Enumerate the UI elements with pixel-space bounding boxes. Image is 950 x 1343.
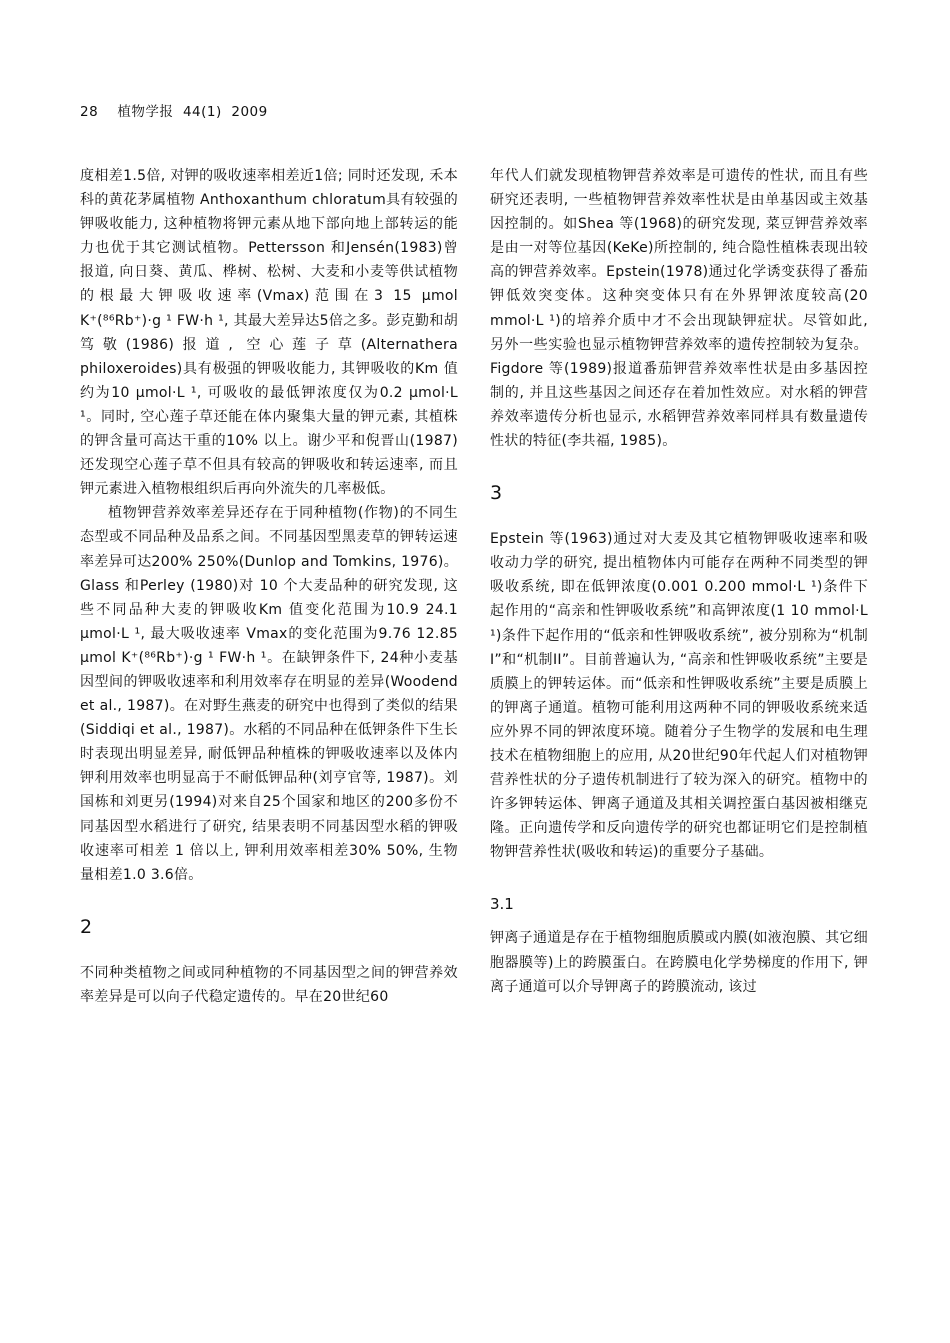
journal-issue: 44(1) bbox=[182, 104, 222, 120]
left-paragraph-3: 不同种类植物之间或同种植物的不同基因型之间的钾营养效率差异是可以向子代稳定遗传的。早在20世纪60 bbox=[80, 964, 458, 1005]
left-column bbox=[80, 164, 458, 1009]
section-3-heading: 3 bbox=[490, 482, 503, 505]
section-2-heading: 2 bbox=[80, 915, 93, 938]
right-paragraph-1: 年代人们就发现植物钾营养效率是可遗传的性状, 而且有些研究还表明, 一些植物钾营养效率性状是由单基因或主效基因控制的。如Shea 等(1968)的研究发现, 菜豆钾营养效率是由一对等位基因(KeKe)所控制的, 纯合隐性植株表现出较高的钾营养效率。Epstein(1978)通过化学诱变获得了番茄钾低效突变体。这种突变体只有在外界钾浓度较高(20 mmol·L ¹)的培养介质中才不会出现缺钾症状。尽管如此, 另外一些实验也显示植物钾营养效率的遗传控制较为复杂。Figdore 等(1989)报道番茄钾营养效率性状是由多基因控制的, 并且这些基因之间还存在着加性效应。对水稻的钾营养效率遗传分析也显示, 水稻钾营养效率同样具有数量遗传性状的特征(李共福, 1985)。 bbox=[490, 168, 868, 450]
left-paragraph-1: 度相差1.5倍, 对钾的吸收速率相差近1倍; 同时还发现, 禾本科的黄花茅属植物 Anthoxanthum chloratum具有较强的钾吸收能力, 这种植物将钾元素从地下部向地上部转运的能力也优于其它测试植物。Pettersson 和Jensén(1983)曾报道, 向日葵、黄瓜、桦树、松树、大麦和小麦等供试植物的根最大钾吸收速率(Vmax)范围在3 15 μmol K⁺(⁸⁶Rb⁺)·g ¹ FW·h ¹, 其最大差异达5倍之多。彭克勤和胡笃敬(1986)报道, 空心莲子草(Alternathera philoxeroides)具有极强的钾吸收能力, 其钾吸收的Km 值约为10 μmol·L ¹, 可吸收的最低钾浓度仅为0.2 μmol·L ¹。同时, 空心莲子草还能在体内聚集大量的钾元素, 其植株的钾含量可高达干重的10% 以上。谢少平和倪晋山(1987)还发现空心莲子草不但具有较高的钾吸收和转运速率, 而且钾元素进入植物根组织后再向外流失的几率极低。 bbox=[80, 168, 458, 498]
left-paragraph-2: 植物钾营养效率差异还存在于同种植物(作物)的不同生态型或不同品种及品系之间。不同基因型黑麦草的钾转运速率差异可达200% 250%(Dunlop and Tomkins, 1976)。Glass 和Perley (1980)对 10 个大麦品种的研究发现, 这些不同品种大麦的钾吸收Km 值变化范围为10.9 24.1 μmol·L ¹, 最大吸收速率 Vmax的变化范围为9.76 12.85 μmol K⁺(⁸⁶Rb⁺)·g ¹ FW·h ¹。在缺钾条件下, 24种小麦基因型间的钾吸收速率和利用效率存在明显的差异(Woodend et al., 1987)。在对野生燕麦的研究中也得到了类似的结果(Siddiqi et al., 1987)。水稻的不同品种在低钾条件下生长时表现出明显差异, 耐低钾品种植株的钾吸收速率以及体内钾利用效率也明显高于不耐低钾品种(刘亨官等, 1987)。刘国栋和刘更另(1994)对来自25个国家和地区的200多份不同基因型水稻进行了研究, 结果表明不同基因型水稻的钾吸收速率可相差 1 倍以上, 钾利用效率相差30% 50%, 生物量相差1.0 3.6倍。 bbox=[80, 505, 458, 883]
right-paragraph-2: Epstein 等(1963)通过对大麦及其它植物钾吸收速率和吸收动力学的研究, 提出植物体内可能存在两种不同类型的钾吸收系统, 即在低钾浓度(0.001 0.200 mmol·L ¹)条件下起作用的“高亲和性钾吸收系统”和高钾浓度(1 10 mmol·L ¹)条件下起作用的“低亲和性钾吸收系统”, 被分别称为“机制I”和“机制II”。目前普遍认为, “高亲和性钾吸收系统”主要是质膜上的钾转运体。而“低亲和性钾吸收系统”主要是质膜上的钾离子通道。植物可能利用这两种不同的钾吸收系统来适应外界不同的钾浓度环境。随着分子生物学的发展和电生理技术在植物细胞上的应用, 从20世纪90年代起人们对植物钾营养性状的分子遗传机制进行了较为深入的研究。植物中的许多钾转运体、钾离子通道及其相关调控蛋白基因被相继克隆。正向遗传学和反向遗传学的研究也都证明它们是控制植物钾营养性状(吸收和转运)的重要分子基础。 bbox=[490, 531, 868, 861]
journal-year: 2009 bbox=[231, 104, 268, 120]
subsection-3-1-heading: 3.1 bbox=[490, 895, 514, 914]
journal-name: 植物学报 bbox=[117, 104, 174, 120]
right-column bbox=[490, 164, 868, 999]
page-number: 28 bbox=[80, 104, 99, 120]
page-header bbox=[80, 100, 268, 120]
right-paragraph-3: 钾离子通道是存在于植物细胞质膜或内膜(如液泡膜、其它细胞器膜等)上的跨膜蛋白。在跨膜电化学势梯度的作用下, 钾离子通道可以介导钾离子的跨膜流动, 该过 bbox=[490, 930, 868, 995]
